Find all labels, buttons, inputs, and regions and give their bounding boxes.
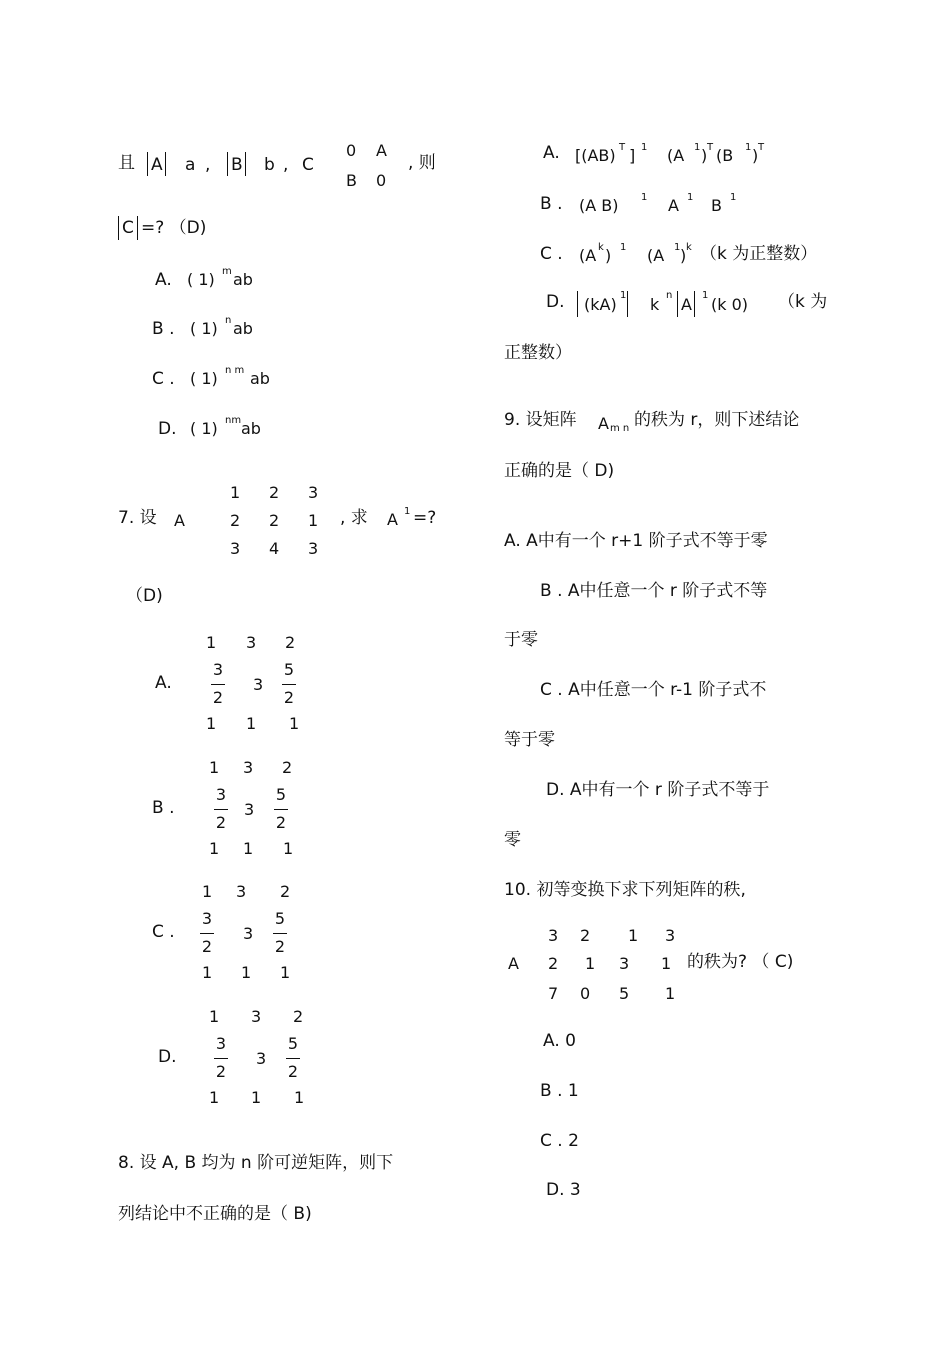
q10-matrix-cell: 1 — [661, 954, 672, 973]
q8-expr: (A — [579, 246, 597, 265]
q7-answer: （D) — [126, 586, 163, 606]
q8-option-label: C . — [540, 244, 563, 264]
q7-option-cell: 1 — [206, 714, 217, 733]
q6-matrix-cell: 0 — [376, 171, 387, 190]
q7-A: A — [174, 511, 185, 530]
q6-option-label: C . — [152, 369, 175, 389]
abs-bar — [165, 152, 166, 176]
q7-option-cell: 2 — [285, 633, 296, 652]
q7-option-cell: 3 — [251, 1007, 262, 1026]
q6-comma: , — [205, 155, 211, 175]
q10-matrix-cell: 2 — [548, 954, 559, 973]
q10-option-d: D. 3 — [546, 1180, 581, 1200]
q7-ask-A: A — [387, 510, 398, 529]
q6-option-expr: ( 1) — [190, 419, 218, 438]
q6-absA: A — [151, 155, 163, 175]
q6-option-label: D. — [158, 419, 177, 439]
q7-matrix-cell: 3 — [230, 539, 241, 558]
q8-expr: (A B) — [579, 196, 619, 215]
q7-option-cell: 1 — [251, 1088, 262, 1107]
q7-option-cell: 3 — [246, 633, 257, 652]
q9-option-c: C . A中任意一个 r-1 阶子式不 — [540, 680, 767, 700]
q8-option-label: B . — [540, 194, 563, 214]
abs-bar — [677, 291, 678, 317]
q8-line2: 列结论中不正确的是（ B) — [118, 1204, 312, 1224]
q7-matrix-cell: 2 — [269, 511, 280, 530]
q8-expr: (k 0) — [711, 295, 749, 314]
q6-option-expr: ( 1) — [187, 270, 215, 289]
q10-option-c: C . 2 — [540, 1131, 579, 1151]
q7-option-cell: 1 — [206, 633, 217, 652]
q8-expr: (A — [667, 146, 685, 165]
q9-option-d: D. A中有一个 r 阶子式不等于 — [546, 780, 770, 800]
q6-b: b — [264, 155, 275, 175]
q8-expr: A — [681, 295, 692, 314]
q6-option-sup: n m — [225, 365, 245, 376]
q8-option-label: D. — [546, 292, 565, 312]
q8-sup: T — [707, 142, 714, 153]
q8-sup: 1 — [674, 242, 681, 253]
q7-matrix-cell: 3 — [308, 539, 319, 558]
q8-expr: (kA) — [584, 295, 617, 314]
abs-bar — [245, 152, 246, 176]
abs-bar — [627, 291, 628, 317]
q6-option-sup: nm — [225, 415, 242, 426]
q8-sup: 1 — [730, 192, 737, 203]
q8-expr: [(AB) — [575, 146, 616, 165]
q10-matrix-cell: 1 — [585, 954, 596, 973]
q6-option-tail: ab — [233, 270, 253, 289]
q7-option-cell: 1 — [283, 839, 294, 858]
q6-comma: , — [283, 155, 289, 175]
q7-option-cell: 2 — [293, 1007, 304, 1026]
q6-line2-rest: =? （D) — [141, 218, 207, 238]
q6-option-tail: ab — [250, 369, 270, 388]
q7-option-cell: 1 — [202, 882, 213, 901]
q8-sup: 1 — [641, 192, 648, 203]
q10-matrix-cell: 3 — [665, 926, 676, 945]
q7-matrix-cell: 1 — [230, 483, 241, 502]
q10-matrix-cell: 1 — [628, 926, 639, 945]
q6-option-tail: ab — [241, 419, 261, 438]
q7-option-cell: 1 — [241, 963, 252, 982]
abs-bar — [577, 291, 578, 317]
q9-option-b-cont: 于零 — [504, 630, 538, 650]
q7-option-cell: 3 — [256, 1049, 267, 1068]
q10-matrix-cell: 3 — [548, 926, 559, 945]
q7-option-cell: 1 — [209, 758, 220, 777]
q7-option-cell: 1 — [246, 714, 257, 733]
q7-option-cell: 1 — [243, 839, 254, 858]
q7-option-cell: 1 — [280, 963, 291, 982]
q6-matrix-cell: A — [376, 141, 387, 160]
q8-expr: k — [650, 295, 660, 314]
q7-ask: , 求 — [340, 508, 368, 528]
q7-option-label: C . — [152, 922, 175, 942]
q8-option-label: A. — [543, 143, 560, 163]
q7-option-cell: 3 — [253, 675, 264, 694]
q7-matrix-cell: 2 — [269, 483, 280, 502]
q7-option-cell: 3 — [244, 800, 255, 819]
q9-sub: m n — [610, 423, 630, 434]
q8-sup: 1 — [641, 142, 648, 153]
q8-expr: (B — [716, 146, 734, 165]
q7-option-cell: 1 — [209, 839, 220, 858]
q10-matrix-cell: 2 — [580, 926, 591, 945]
q6-option-tail: ab — [233, 319, 253, 338]
q9-line1: 9. 设矩阵 — [504, 410, 577, 430]
q6-ze: , 则 — [408, 153, 436, 173]
q7-option-cell: 2 — [280, 882, 291, 901]
q7-matrix-cell: 4 — [269, 539, 280, 558]
q8-sup: k — [598, 242, 604, 253]
q6-matrix-cell: B — [346, 171, 357, 190]
q6-option-label: A. — [155, 270, 172, 290]
q8-expr: A — [668, 196, 679, 215]
abs-bar — [227, 152, 228, 176]
q10-line1: 10. 初等变换下求下列矩阵的秩, — [504, 880, 746, 900]
q8-sup: T — [619, 142, 626, 153]
q9-line1-rest: 的秩为 r，则下述结论 — [634, 410, 800, 430]
q7-option-cell: 1 — [209, 1088, 220, 1107]
q8-sup: 1 — [745, 142, 752, 153]
q8-note-cont: 正整数） — [504, 343, 572, 363]
q9-option-b: B . A中任意一个 r 阶子式不等 — [540, 581, 768, 601]
q10-ask: 的秩为? （ C) — [687, 952, 794, 972]
q7-option-cell: 2 — [282, 758, 293, 777]
q9-line2: 正确的是（ D) — [504, 461, 615, 481]
q8-expr: ) — [701, 146, 708, 165]
q10-matrix-cell: 5 — [619, 984, 630, 1003]
q8-sup: n — [666, 290, 673, 301]
abs-bar — [118, 216, 119, 240]
q7-option-label: B . — [152, 798, 175, 818]
q10-matrix-cell: 1 — [665, 984, 676, 1003]
q8-sup: 1 — [620, 290, 627, 301]
q7-matrix-cell: 2 — [230, 511, 241, 530]
q7-option-label: D. — [158, 1047, 177, 1067]
q10-A: A — [508, 954, 519, 973]
q7-option-cell: 1 — [289, 714, 300, 733]
q8-expr: B — [711, 196, 722, 215]
q8-expr: ) — [752, 146, 759, 165]
q6-option-expr: ( 1) — [190, 319, 218, 338]
q9-option-a: A. A中有一个 r+1 阶子式不等于零 — [504, 531, 768, 551]
q7-option-label: A. — [155, 673, 172, 693]
q7-matrix-cell: 3 — [308, 483, 319, 502]
q7-option-cell: 3 — [243, 924, 254, 943]
q10-option-a: A. 0 — [543, 1031, 576, 1051]
q6-option-sup: m — [222, 266, 232, 277]
q6-option-expr: ( 1) — [190, 369, 218, 388]
q6-C: C — [302, 155, 314, 175]
q6-absB: B — [231, 155, 243, 175]
q10-option-b: B . 1 — [540, 1081, 579, 1101]
q8-sup: 1 — [620, 242, 627, 253]
q8-sup: 1 — [702, 290, 709, 301]
q8-sup: 1 — [687, 192, 694, 203]
q9-option-d-cont: 零 — [504, 830, 521, 850]
abs-bar — [694, 291, 695, 317]
q10-matrix-cell: 7 — [548, 984, 559, 1003]
q8-expr: (A — [647, 246, 665, 265]
q8-expr: ] — [629, 146, 636, 165]
abs-bar — [137, 216, 138, 240]
q10-matrix-cell: 0 — [580, 984, 591, 1003]
q6-option-label: B . — [152, 319, 175, 339]
q8-expr: ) — [605, 246, 612, 265]
q7-ask-tail: =? — [413, 508, 437, 528]
q9-A: A — [598, 414, 609, 433]
q8-sup: 1 — [694, 142, 701, 153]
q8-note: （k 为 — [778, 292, 828, 312]
q7-option-cell: 1 — [202, 963, 213, 982]
q7-ask-sup: 1 — [404, 506, 411, 517]
abs-bar — [147, 152, 148, 176]
q6-option-sup: n — [225, 315, 232, 326]
q10-matrix-cell: 3 — [619, 954, 630, 973]
q8-line1: 8. 设 A, B 均为 n 阶可逆矩阵，则下 — [118, 1153, 394, 1173]
q6-intro: 且 — [118, 153, 135, 173]
q8-note: （k 为正整数） — [700, 244, 818, 264]
q7-option-cell: 1 — [209, 1007, 220, 1026]
q7-option-cell: 1 — [294, 1088, 305, 1107]
q8-sup: T — [758, 142, 765, 153]
q7-matrix-cell: 1 — [308, 511, 319, 530]
q7-option-cell: 3 — [236, 882, 247, 901]
q6-matrix-cell: 0 — [346, 141, 357, 160]
q6-a: a — [185, 155, 196, 175]
q8-expr: ) — [680, 246, 687, 265]
q7-label: 7. 设 — [118, 508, 157, 528]
q8-sup: k — [686, 242, 692, 253]
q7-option-cell: 3 — [243, 758, 254, 777]
q6-line2-C: C — [122, 218, 134, 238]
q9-option-c-cont: 等于零 — [504, 730, 555, 750]
